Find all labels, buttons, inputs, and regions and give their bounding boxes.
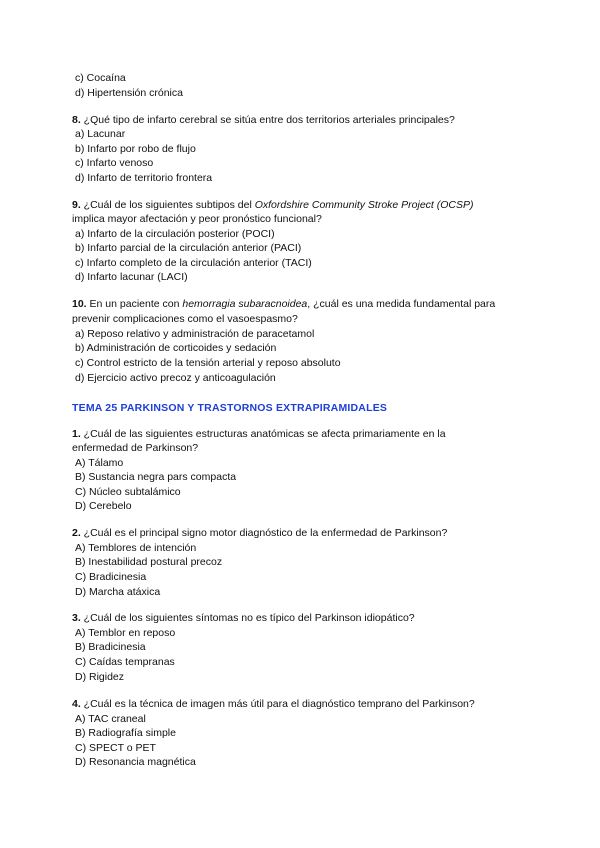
question-10 — [72, 298, 495, 311]
question-text: ¿Cuál es la técnica de imagen más útil para el diagnóstico temprano del Parkinson? — [80, 698, 475, 710]
option-c: c) Cocaína — [75, 72, 126, 84]
option-d: d) Infarto lacunar (LACI) — [75, 271, 188, 283]
question-text: ¿Cuál de las siguientes estructuras anatómicas se afecta primariamente en la — [80, 428, 446, 440]
option-c: C) Caídas tempranas — [75, 656, 175, 668]
question-text: ¿Qué tipo de infarto cerebral se sitúa entre dos territorios arteriales principales? — [80, 114, 455, 126]
option-d: D) Cerebelo — [75, 500, 132, 512]
option-a: a) Infarto de la circulación posterior (POCI) — [75, 228, 275, 240]
question-number: 9. — [72, 199, 81, 211]
option-a: A) Temblor en reposo — [75, 627, 176, 639]
option-d: D) Marcha atáxica — [75, 586, 161, 598]
question-number: 4. — [72, 698, 81, 710]
option-a: A) TAC craneal — [75, 713, 146, 725]
option-b: B) Inestabilidad postural precoz — [75, 556, 223, 568]
question-2 — [72, 527, 447, 540]
question-number: 1. — [72, 428, 81, 440]
question-text: ¿Cuál de los siguientes síntomas no es típico del Parkinson idiopático? — [80, 612, 415, 624]
option-a: A) Tálamo — [75, 457, 124, 469]
question-text: ¿Cuál de los siguientes subtipos del — [80, 199, 255, 211]
option-c: c) Infarto venoso — [75, 157, 154, 169]
question-9 — [72, 199, 474, 212]
option-c: c) Infarto completo de la circulación anterior (TACI) — [75, 257, 312, 269]
option-b: b) Infarto por robo de flujo — [75, 143, 196, 155]
question-text: ¿Cuál es el principal signo motor diagnóstico de la enfermedad de Parkinson? — [80, 527, 448, 539]
option-a: A) Temblores de intención — [75, 542, 197, 554]
option-d: d) Hipertensión crónica — [75, 87, 183, 99]
option-a: a) Reposo relativo y administración de paracetamol — [75, 328, 315, 340]
option-c: C) SPECT o PET — [75, 742, 156, 754]
question-number: 8. — [72, 114, 81, 126]
option-c: C) Núcleo subtalámico — [75, 486, 181, 498]
option-a: a) Lacunar — [75, 128, 126, 140]
option-b: B) Sustancia negra pars compacta — [75, 471, 237, 483]
question-9-line2: implica mayor afectación y peor pronóstico funcional? — [72, 213, 322, 225]
section-heading: TEMA 25 PARKINSON Y TRASTORNOS EXTRAPIRAMIDALES — [72, 402, 388, 414]
question-text: , ¿cuál es una medida fundamental para — [307, 298, 496, 310]
question-number: 10. — [72, 298, 87, 310]
question-4 — [72, 698, 475, 711]
option-d: D) Rigidez — [75, 671, 125, 683]
option-b: B) Radiografía simple — [75, 727, 176, 739]
option-d: d) Infarto de territorio frontera — [75, 172, 213, 184]
option-b: b) Infarto parcial de la circulación anterior (PACI) — [75, 242, 302, 254]
option-b: b) Administración de corticoides y sedación — [75, 342, 277, 354]
option-d: D) Resonancia magnética — [75, 756, 196, 768]
option-d: d) Ejercicio activo precoz y anticoagulación — [75, 372, 276, 384]
question-10-line2: prevenir complicaciones como el vasoespasmo? — [72, 313, 298, 325]
question-text-italic: hemorragia subaracnoidea — [182, 298, 308, 310]
question-3 — [72, 612, 415, 625]
question-number: 3. — [72, 612, 81, 624]
question-8 — [72, 114, 455, 127]
question-number: 2. — [72, 527, 81, 539]
question-1 — [72, 428, 446, 441]
option-c: C) Bradicinesia — [75, 571, 147, 583]
question-1-line2: enfermedad de Parkinson? — [72, 442, 199, 454]
option-c: c) Control estricto de la tensión arterial y reposo absoluto — [75, 357, 341, 369]
question-text-italic: Oxfordshire Community Stroke Project (OCSP) — [254, 199, 474, 211]
question-text: En un paciente con — [86, 298, 183, 310]
option-b: B) Bradicinesia — [75, 641, 146, 653]
